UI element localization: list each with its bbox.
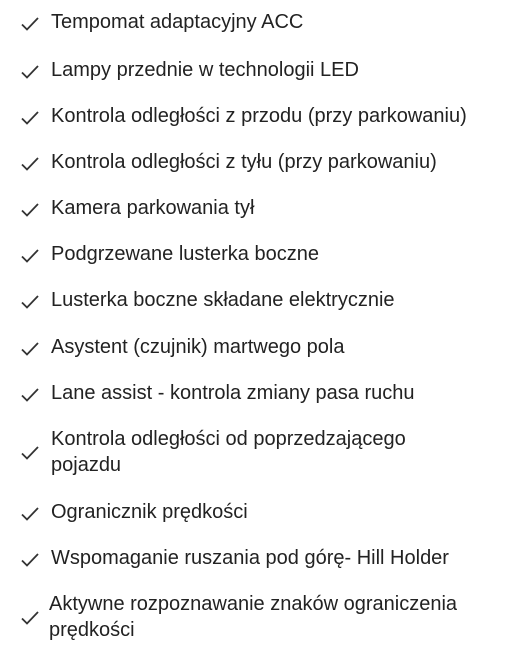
list-item bbox=[0, 426, 505, 478]
feature-label: Wspomaganie ruszania pod górę- Hill Holder bbox=[51, 547, 449, 569]
list-item bbox=[0, 103, 505, 129]
list-item bbox=[0, 149, 505, 175]
feature-label: Kontrola odległości z przodu (przy parkowaniu) bbox=[51, 105, 467, 127]
feature-label: Podgrzewane lusterka boczne bbox=[51, 243, 319, 265]
list-item bbox=[0, 241, 505, 267]
check-icon bbox=[20, 506, 40, 522]
check-icon bbox=[20, 156, 40, 172]
check-icon bbox=[20, 445, 40, 461]
feature-label: Lane assist - kontrola zmiany pasa ruchu bbox=[51, 382, 415, 404]
check-icon bbox=[20, 610, 40, 626]
list-item bbox=[0, 591, 505, 643]
list-item bbox=[0, 380, 505, 406]
feature-label-line1: Aktywne rozpoznawanie znaków ograniczenia bbox=[49, 593, 458, 615]
feature-label-line2: prędkości bbox=[49, 619, 135, 641]
list-item bbox=[0, 499, 505, 525]
feature-label-line2: pojazdu bbox=[51, 454, 122, 476]
list-item bbox=[0, 9, 505, 35]
check-icon bbox=[20, 202, 40, 218]
check-icon bbox=[20, 64, 40, 80]
check-icon bbox=[20, 552, 40, 568]
check-icon bbox=[20, 294, 40, 310]
list-item bbox=[0, 195, 505, 221]
feature-label: Kontrola odległości z tyłu (przy parkowaniu) bbox=[51, 151, 437, 173]
feature-label: Kamera parkowania tył bbox=[51, 197, 255, 219]
feature-label: Tempomat adaptacyjny ACC bbox=[51, 11, 304, 33]
check-icon bbox=[20, 341, 40, 357]
check-icon bbox=[20, 16, 40, 32]
feature-label: Asystent (czujnik) martwego pola bbox=[51, 336, 345, 358]
check-icon bbox=[20, 387, 40, 403]
feature-label: Lusterka boczne składane elektrycznie bbox=[51, 289, 395, 311]
list-item bbox=[0, 57, 505, 83]
feature-label: Ogranicznik prędkości bbox=[51, 501, 248, 523]
feature-label: Lampy przednie w technologii LED bbox=[51, 59, 359, 81]
list-item bbox=[0, 334, 505, 360]
check-icon bbox=[20, 110, 40, 126]
list-item bbox=[0, 287, 505, 313]
feature-label-line1: Kontrola odległości od poprzedzającego bbox=[51, 428, 406, 450]
list-item bbox=[0, 545, 505, 571]
check-icon bbox=[20, 248, 40, 264]
